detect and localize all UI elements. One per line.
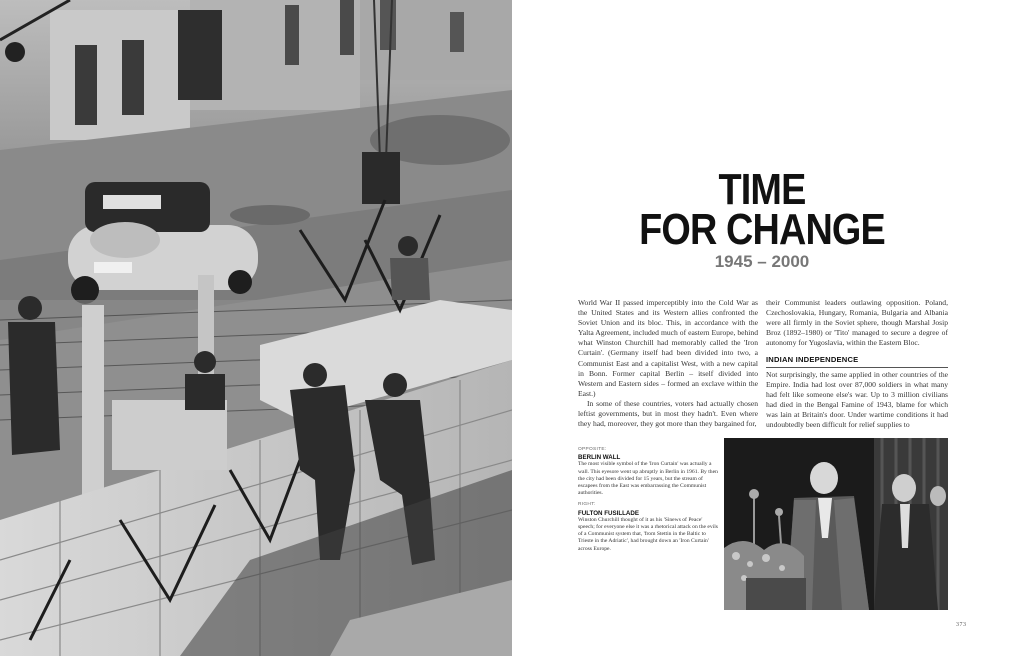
section-subheading: INDIAN INDEPENDENCE (766, 355, 948, 367)
paragraph: In some of these countries, voters had actually chosen leftist governments, but in most they hadn't. Even where they had, moreover, they got more than they bargained for, (578, 398, 758, 429)
caption-position: OPPOSITE: (578, 447, 607, 452)
chapter-title-line1: TIME (718, 165, 806, 214)
captions (578, 446, 720, 557)
caption-fulton-fusillade (578, 501, 720, 552)
caption-heading: FULTON FUSILLADE (578, 509, 639, 517)
paragraph: Not surprisingly, the same applied in other countries of the Empire. India had lost over 87,000 soldiers in what many had felt like someone else's war. Up to 3 million civilians had died in the Bengal Famine of 1943, blame for which was lain at Britain's door. Under wartime conditions it had undoubtedly been difficult for relief supplies to (766, 369, 948, 430)
body-column-1 (578, 298, 758, 429)
churchill-speech-photo (724, 438, 948, 610)
caption-heading: BERLIN WALL (578, 454, 621, 462)
page-number: 373 (956, 622, 967, 628)
caption-text: The most visible symbol of the 'Iron Curtain' was actually a wall. This eyesore went up abruptly in Berlin in 1961. By then the city had been divided for 15 years, but the stream of escapees from the East was embarrassing the Communist authorities. (578, 461, 718, 497)
chapter-dates: 1945 – 2000 (714, 252, 810, 271)
chapter-title-line2: FOR CHANGE (639, 205, 885, 254)
paragraph: World War II passed imperceptibly into the Cold War as the United States and its Western allies confronted the Soviet Union and its bloc. This, in accordance with the Yalta Agreement, included much of eastern Europe, behind what Winston Churchill had memorably called the 'Iron Curtain'. (Germany itself had been divided into two, a Communist East and a capitalist West, with a new capital in Bonn. Former capital Berlin – itself divided into Western and Eastern sides – formed an exclave within the East.) (578, 298, 758, 398)
caption-position: RIGHT: (578, 502, 596, 508)
caption-text: Winston Churchill thought of it as his 'Sinews of Peace' speech; for everyone else it was a rhetorical attack on the evils of a Communist system that, 'from Stettin in the Baltic to Trieste in the Adriatic', had brought down an 'Iron Curtain' across Europe. (578, 516, 718, 552)
body-column-2 (766, 298, 948, 430)
caption-berlin-wall (578, 446, 720, 497)
paragraph: their Communist leaders outlawing opposition. Poland, Czechoslovakia, Hungary, Romania, Bulgaria and Albania were all firmly in the Soviet sphere, though Marshal Josip Broz (1892–1980) or 'Tito' managed to secure a degree of autonomy for Yugoslavia, within the Eastern Bloc. (766, 298, 948, 348)
right-page (512, 0, 1024, 656)
